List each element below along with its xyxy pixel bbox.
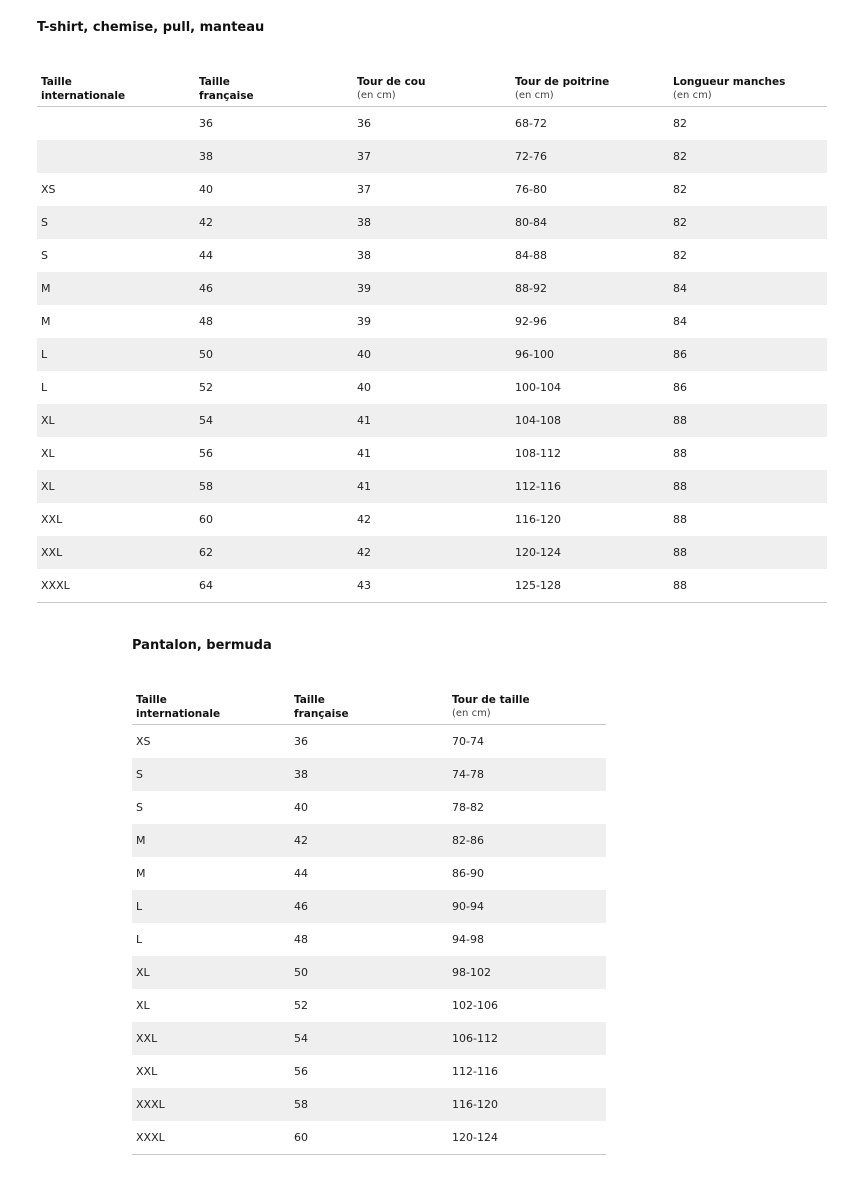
table-cell: S [37,206,195,239]
table-row [37,173,827,206]
table-cell: 44 [199,249,213,262]
table-cell: 112-116 [511,470,669,503]
table-cell: 36 [357,117,371,130]
table-row [37,503,827,536]
table-row [37,239,827,272]
table-cell: S [132,758,290,791]
column-header [290,689,448,725]
table-cell: 120-124 [448,1121,606,1155]
tops-section-title: T-shirt, chemise, pull, manteau [37,20,265,35]
table-cell: 42 [357,513,371,526]
table-cell: 46 [290,890,448,923]
table-cell: 76-80 [515,183,547,196]
table-cell: 60 [199,513,213,526]
table-cell: 82 [673,117,687,130]
table-cell: S [136,801,143,814]
table-cell: 38 [290,758,448,791]
table-cell: 90-94 [448,890,606,923]
table-cell: M [41,315,51,328]
table-cell: 100-104 [515,381,561,394]
table-cell: 43 [353,569,511,603]
table-cell: XXL [136,1065,158,1078]
table-row [132,956,606,989]
table-cell: 84 [673,315,687,328]
column-header-unit: (en cm) [515,90,554,101]
table-cell: 98-102 [448,956,606,989]
table-cell: 37 [357,183,371,196]
table-cell: 92-96 [515,315,547,328]
table-cell: XS [136,735,151,748]
table-cell: XL [132,956,290,989]
column-header [669,71,827,107]
column-header-unit: (en cm) [357,90,396,101]
table-row [132,725,606,759]
column-header-label: Taille française [294,694,349,720]
table-cell: 116-120 [448,1088,606,1121]
table-cell: 86 [669,338,827,371]
table-cell: 84-88 [515,249,547,262]
table-row [132,989,606,1022]
column-header [37,71,195,107]
column-header [511,71,669,107]
table-cell: 42 [195,206,353,239]
table-cell: 88 [669,404,827,437]
table-cell: 54 [195,404,353,437]
column-header-label: Taille internationale [41,76,126,102]
table-row [37,140,827,173]
table-row [132,1022,606,1055]
table-row [132,824,606,857]
table-cell: 82 [673,183,687,196]
table-cell: XL [136,999,150,1012]
table-cell: 42 [290,824,448,857]
table-cell: XS [41,183,56,196]
table-cell: 41 [353,470,511,503]
table-cell: 40 [199,183,213,196]
table-cell: XXL [37,536,195,569]
table-cell: 88 [673,513,687,526]
table-header-row [37,71,827,107]
table-cell: 125-128 [511,569,669,603]
table-cell: 41 [353,404,511,437]
table-cell: 60 [290,1121,448,1155]
table-cell: 40 [357,381,371,394]
table-cell: 78-82 [452,801,484,814]
table-cell: XL [41,447,55,460]
column-header-label: Tour de poitrine [515,76,610,88]
table-cell: 88 [673,447,687,460]
table-cell: 39 [357,315,371,328]
table-cell: 52 [199,381,213,394]
table-cell: 94-98 [452,933,484,946]
table-cell: XXXL [132,1121,290,1155]
column-header-label: Tour de cou [357,76,426,88]
table-row [132,791,606,824]
table-cell: 54 [290,1022,448,1055]
table-cell: 82 [673,249,687,262]
column-header-label: Taille française [199,76,254,102]
table-row [132,890,606,923]
table-cell: 88 [669,470,827,503]
table-cell: 116-120 [515,513,561,526]
table-row [37,437,827,470]
table-cell: XXL [132,1022,290,1055]
table-cell: 80-84 [511,206,669,239]
table-row [37,404,827,437]
table-cell: 56 [199,447,213,460]
table-cell: 68-72 [515,117,547,130]
column-header-label: Longueur manches [673,76,786,88]
table-row [37,305,827,338]
table-cell: 82-86 [448,824,606,857]
table-cell: 88 [669,569,827,603]
table-cell: 39 [353,272,511,305]
table-row [132,758,606,791]
table-cell: 41 [357,447,371,460]
table-cell [37,107,195,141]
table-cell: M [136,867,146,880]
table-row [37,107,827,141]
table-cell: 82 [669,206,827,239]
table-cell: XL [37,470,195,503]
table-cell: XXXL [37,569,195,603]
table-row [37,272,827,305]
table-cell: 52 [294,999,308,1012]
table-row [37,569,827,603]
table-cell: 46 [195,272,353,305]
table-cell: 64 [195,569,353,603]
table-cell: L [132,890,290,923]
table-cell: L [41,381,48,394]
table-cell: 40 [353,338,511,371]
table-cell: XXXL [132,1088,290,1121]
table-cell: 72-76 [511,140,669,173]
table-row [37,371,827,404]
table-cell: 88-92 [511,272,669,305]
bottoms-section-title: Pantalon, bermuda [132,638,272,653]
table-row [132,1088,606,1121]
table-cell: 70-74 [452,735,484,748]
table-cell: L [136,933,143,946]
table-cell [37,140,195,173]
table-cell: 38 [357,249,371,262]
column-header [448,689,606,725]
table-cell: 96-100 [511,338,669,371]
table-cell: 36 [294,735,308,748]
table-row [37,338,827,371]
table-cell: 58 [195,470,353,503]
table-row [132,923,606,956]
table-cell: 86-90 [452,867,484,880]
table-cell: XL [37,404,195,437]
table-row [37,470,827,503]
table-cell: 40 [294,801,308,814]
bottoms-size-table [132,689,606,1155]
column-header [195,71,353,107]
table-cell: 106-112 [448,1022,606,1055]
table-cell: 112-116 [452,1065,498,1078]
table-row [37,206,827,239]
table-cell: 74-78 [448,758,606,791]
column-header-label: Tour de taille [452,694,530,706]
table-row [132,1121,606,1155]
column-header [132,689,290,725]
table-cell: 50 [290,956,448,989]
table-cell: 82 [669,140,827,173]
table-cell: 102-106 [452,999,498,1012]
table-cell: M [132,824,290,857]
tops-size-table [37,71,827,603]
table-row [132,857,606,890]
table-cell: 48 [199,315,213,328]
column-header-label: Taille internationale [136,694,221,720]
table-cell: 84 [669,272,827,305]
table-cell: 58 [290,1088,448,1121]
table-cell: 38 [195,140,353,173]
column-header-unit: (en cm) [673,90,712,101]
table-cell: 37 [353,140,511,173]
table-cell: 50 [195,338,353,371]
table-cell: L [37,338,195,371]
table-cell: 44 [294,867,308,880]
table-row [132,1055,606,1088]
table-cell: 38 [353,206,511,239]
table-cell: 36 [199,117,213,130]
table-cell: 86 [673,381,687,394]
table-cell: M [37,272,195,305]
table-cell: 48 [294,933,308,946]
table-cell: 120-124 [511,536,669,569]
table-cell: 108-112 [515,447,561,460]
column-header-unit: (en cm) [452,708,491,719]
table-cell: 62 [195,536,353,569]
table-cell: 104-108 [511,404,669,437]
table-cell: 42 [353,536,511,569]
table-header-row [132,689,606,725]
column-header [353,71,511,107]
table-cell: 56 [294,1065,308,1078]
table-cell: 88 [669,536,827,569]
table-cell: S [41,249,48,262]
table-cell: XXL [41,513,63,526]
table-row [37,536,827,569]
